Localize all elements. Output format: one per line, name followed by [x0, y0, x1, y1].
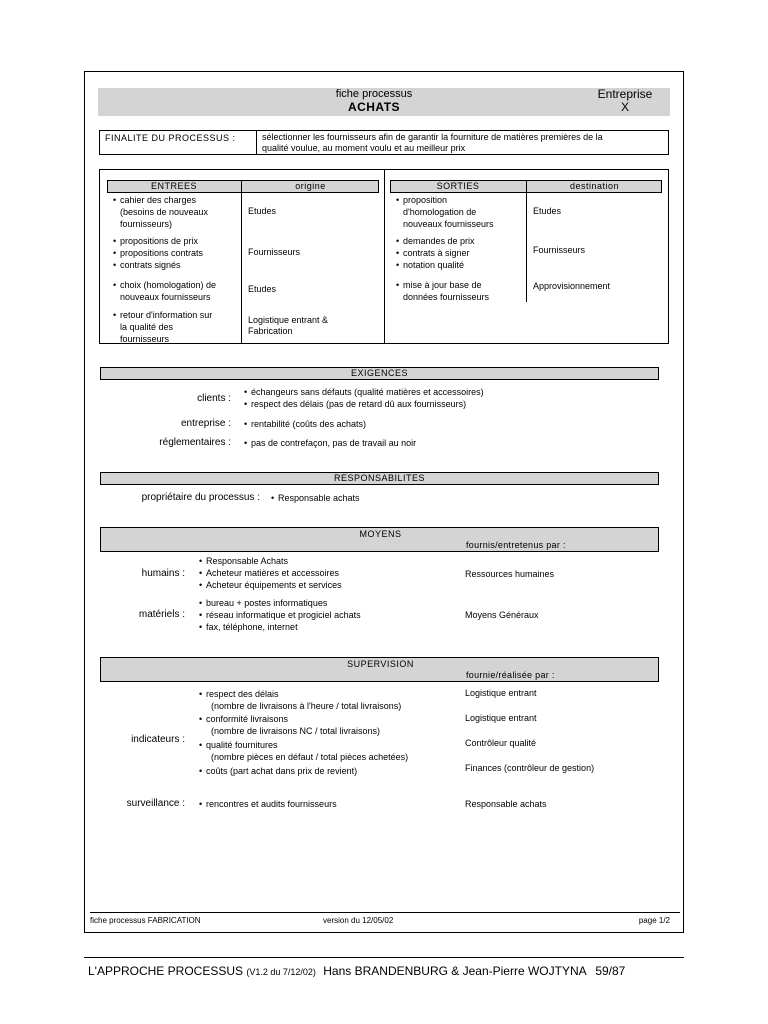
- sorties-title: SORTIES: [436, 181, 480, 191]
- clients-list: • échangeurs sans défauts (qualité matières et accessoires) • respect des délais (pas de retard dû aux fournisseurs): [244, 386, 484, 410]
- entrees-origin-2: Fournisseurs: [248, 247, 301, 257]
- exigences-header: EXIGENCES: [100, 367, 659, 380]
- materiels-list: • bureau + postes informatiques • réseau informatique et progiciel achats • fax, téléphone, internet: [199, 597, 361, 633]
- reglementaires-list: • pas de contrefaçon, pas de travail au noir: [244, 437, 416, 449]
- bottom-version: (V1.2 du 7/12/02): [246, 967, 316, 977]
- sorties-dest-title: destination: [569, 181, 620, 191]
- company-value: X: [620, 100, 629, 114]
- company-label: Entreprise: [597, 87, 653, 101]
- supervision-header: [100, 657, 659, 682]
- responsabilites-header: RESPONSABILITES: [100, 472, 659, 485]
- supervision-subtitle: fournie/réalisée par :: [466, 670, 555, 680]
- moyens-title: MOYENS: [359, 529, 402, 539]
- entrees-row-3: • choix (homologation) de nouveaux fournisseurs: [113, 279, 216, 303]
- materiels-label: matériels :: [138, 609, 185, 620]
- entrees-origin-1: Etudes: [248, 206, 277, 216]
- clients-label: clients :: [197, 393, 231, 404]
- doc-type: fiche processus: [335, 88, 413, 100]
- bottom-authors: Hans BRANDENBURG & Jean-Pierre WOJTYNA: [323, 964, 586, 978]
- footer-left: fiche processus FABRICATION: [90, 916, 201, 925]
- entreprise-label: entreprise :: [180, 418, 231, 429]
- sorties-col-divider: [526, 180, 527, 302]
- entrees-row-2: • propositions de prix • propositions contrats • contrats signés: [113, 235, 203, 271]
- indicateur-1: • respect des délais (nombre de livraisons à l'heure / total livraisons): [199, 688, 401, 712]
- humains-label: humains :: [141, 568, 185, 579]
- bottom-page: 59/87: [595, 964, 626, 978]
- materiels-by: Moyens Généraux: [465, 610, 539, 620]
- sorties-row-2: • demandes de prix • contrats à signer • notation qualité: [396, 235, 475, 271]
- owner-value-wrap: [271, 492, 360, 504]
- finalite-text-2: qualité voulue, au moment voulu et au meilleur prix: [262, 143, 466, 153]
- indicateur-3-by: Contrôleur qualité: [465, 738, 537, 748]
- indicateur-2-by: Logistique entrant: [465, 713, 537, 723]
- sorties-dest-3: Approvisionnement: [533, 281, 611, 291]
- bottom-caption: [88, 964, 688, 978]
- entrees-title: ENTREES: [150, 181, 197, 191]
- footer-rule: [90, 912, 680, 913]
- moyens-subtitle: fournis/entretenus par :: [466, 540, 566, 550]
- footer-right: page 1/2: [638, 916, 670, 925]
- entrees-row-1: • cahier des charges (besoins de nouveaux fournisseurs): [113, 194, 208, 230]
- process-sheet: [84, 71, 684, 933]
- indicateur-1-by: Logistique entrant: [465, 688, 537, 698]
- entrees-origin-4a: Logistique entrant &: [248, 315, 329, 325]
- entrees-origin-3: Etudes: [248, 284, 277, 294]
- finalite-divider: [256, 130, 257, 155]
- entrees-col-divider: [241, 180, 242, 344]
- indicateur-4-by: Finances (contrôleur de gestion): [465, 763, 595, 773]
- indicateur-3: • qualité fournitures (nombre pièces en défaut / total pièces achetées): [199, 739, 408, 763]
- surveillance-list: • rencontres et audits fournisseurs: [199, 798, 337, 810]
- sorties-dest-2: Fournisseurs: [533, 245, 586, 255]
- process-name: ACHATS: [347, 100, 401, 114]
- bottom-title: L'APPROCHE PROCESSUS: [88, 964, 243, 978]
- moyens-header: [100, 527, 659, 552]
- reglementaires-label: réglementaires :: [159, 437, 231, 448]
- humains-list: • Responsable Achats • Acheteur matières et accessoires • Acheteur équipements et services: [199, 555, 342, 591]
- indicateurs-label: indicateurs :: [131, 734, 185, 745]
- sorties-row-1: • proposition d'homologation de nouveaux fournisseurs: [396, 194, 494, 230]
- surveillance-by: Responsable achats: [465, 799, 547, 809]
- sorties-row-3: • mise à jour base de données fournisseurs: [396, 279, 489, 303]
- io-divider: [384, 169, 385, 344]
- owner-label: propriétaire du processus :: [141, 492, 260, 503]
- entreprise-list: • rentabilité (coûts des achats): [244, 418, 366, 430]
- surveillance-label: surveillance :: [126, 798, 185, 809]
- sorties-dest-1: Etudes: [533, 206, 562, 216]
- owner-value: • Responsable achats: [271, 492, 360, 504]
- humains-by: Ressources humaines: [465, 569, 555, 579]
- entrees-origin-4b: Fabrication: [248, 326, 293, 336]
- finalite-label: FINALITE DU PROCESSUS :: [105, 133, 236, 143]
- entrees-origin-title: origine: [295, 181, 326, 191]
- bottom-rule: [84, 957, 684, 958]
- footer-center: version du 12/05/02: [323, 916, 394, 925]
- indicateur-2: • conformité livraisons (nombre de livraisons NC / total livraisons): [199, 713, 380, 737]
- indicateur-4: • coûts (part achat dans prix de revient): [199, 765, 357, 777]
- entrees-row-4: • retour d'information sur la qualité des fournisseurs: [113, 309, 212, 345]
- finalite-text-1: sélectionner les fournisseurs afin de garantir la fourniture de matières premières de la: [262, 132, 603, 142]
- supervision-title: SUPERVISION: [347, 659, 414, 669]
